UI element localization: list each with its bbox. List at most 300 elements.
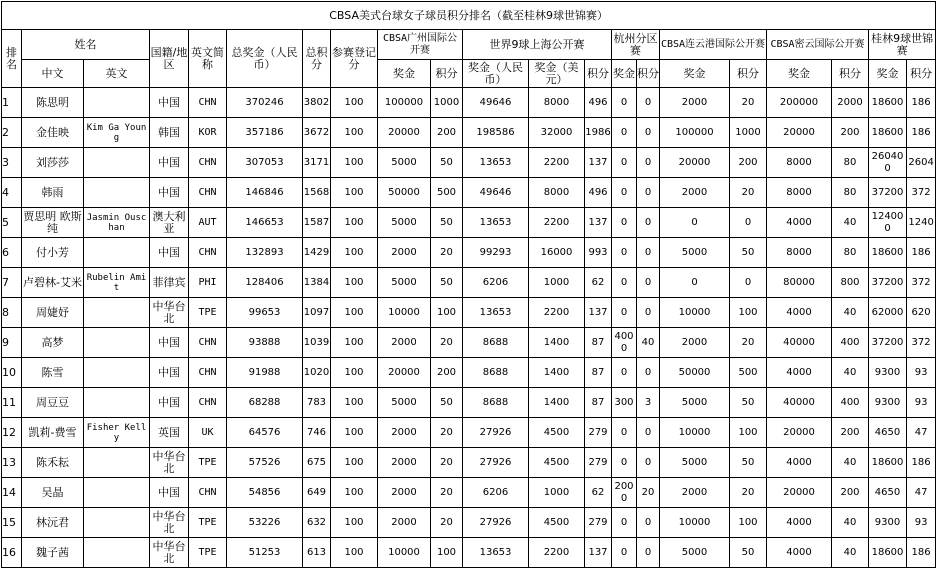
cell-nationality: 中国 [150, 358, 189, 388]
cell-gz-points: 200 [431, 358, 463, 388]
cell-my-prize: 4000 [767, 298, 832, 328]
cell-my-points: 400 [832, 388, 869, 418]
cell-nationality: 澳大利亚 [150, 208, 189, 238]
cell-code: TPE [189, 298, 227, 328]
cell-name-en [84, 238, 150, 268]
header-nationality: 国籍/地区 [150, 30, 189, 88]
cell-total-points: 3672 [303, 118, 331, 148]
cell-rank: 10 [2, 358, 22, 388]
header-sh-prize-usd: 奖金（美元） [529, 60, 585, 88]
cell-total-prize: 307053 [227, 148, 303, 178]
table-row [2, 328, 936, 358]
cell-hz-points: 0 [637, 418, 660, 448]
cell-sh-prize-usd: 1000 [529, 268, 585, 298]
cell-hz-points: 0 [637, 448, 660, 478]
cell-code: CHN [189, 358, 227, 388]
cell-name-cn: 周豆豆 [22, 388, 84, 418]
cell-gz-prize: 10000 [378, 298, 431, 328]
cell-gl-prize: 4650 [869, 478, 907, 508]
cell-lyg-points: 1000 [730, 118, 767, 148]
cell-name-cn: 魏子茜 [22, 538, 84, 568]
cell-name-en: Kim Ga Young [84, 118, 150, 148]
cell-gz-prize: 5000 [378, 388, 431, 418]
table-row [2, 268, 936, 298]
cell-entry-points: 100 [331, 268, 378, 298]
cell-gl-points: 186 [907, 238, 936, 268]
cell-hz-prize: 4000 [612, 328, 637, 358]
cell-lyg-points: 20 [730, 88, 767, 118]
cell-gl-points: 93 [907, 358, 936, 388]
cell-my-prize: 4000 [767, 358, 832, 388]
cell-gl-prize: 62000 [869, 298, 907, 328]
cell-gz-prize: 2000 [378, 238, 431, 268]
cell-hz-points: 0 [637, 148, 660, 178]
cell-sh-prize-rmb: 27926 [463, 508, 529, 538]
cell-sh-points: 137 [585, 538, 612, 568]
cell-sh-prize-rmb: 49646 [463, 88, 529, 118]
cell-my-prize: 8000 [767, 148, 832, 178]
cell-total-points: 1384 [303, 268, 331, 298]
cell-gl-prize: 4650 [869, 418, 907, 448]
cell-my-prize: 20000 [767, 478, 832, 508]
cell-my-prize: 4000 [767, 208, 832, 238]
cell-gl-prize: 260400 [869, 148, 907, 178]
cell-rank: 16 [2, 538, 22, 568]
cell-hz-points: 0 [637, 88, 660, 118]
header-total-points: 总积分 [303, 30, 331, 88]
cell-my-points: 40 [832, 208, 869, 238]
cell-total-points: 632 [303, 508, 331, 538]
cell-entry-points: 100 [331, 88, 378, 118]
cell-my-points: 40 [832, 298, 869, 328]
cell-lyg-prize: 0 [660, 208, 730, 238]
cell-hz-points: 0 [637, 238, 660, 268]
cell-lyg-prize: 0 [660, 268, 730, 298]
header-miyun: CBSA密云国际公开赛 [767, 30, 869, 60]
cell-gz-points: 20 [431, 328, 463, 358]
table-row [2, 298, 936, 328]
cell-code: TPE [189, 508, 227, 538]
cell-total-points: 1587 [303, 208, 331, 238]
header-name-en: 英文 [84, 60, 150, 88]
table-row [2, 388, 936, 418]
cell-lyg-prize: 5000 [660, 388, 730, 418]
cell-total-points: 1097 [303, 298, 331, 328]
header-gl-prize: 奖金 [869, 60, 907, 88]
cell-gl-prize: 9300 [869, 358, 907, 388]
cell-gl-prize: 18600 [869, 238, 907, 268]
cell-hz-prize: 0 [612, 118, 637, 148]
cell-total-prize: 99653 [227, 298, 303, 328]
cell-sh-points: 279 [585, 508, 612, 538]
cell-code: UK [189, 418, 227, 448]
cell-gl-prize: 9300 [869, 388, 907, 418]
cell-lyg-prize: 50000 [660, 358, 730, 388]
cell-my-points: 80 [832, 178, 869, 208]
cell-my-points: 200 [832, 118, 869, 148]
cell-rank: 13 [2, 448, 22, 478]
cell-gl-points: 186 [907, 538, 936, 568]
cell-total-points: 1568 [303, 178, 331, 208]
cell-total-prize: 68288 [227, 388, 303, 418]
cell-total-prize: 54856 [227, 478, 303, 508]
cell-entry-points: 100 [331, 448, 378, 478]
header-hz-points: 积分 [637, 60, 660, 88]
cell-sh-points: 279 [585, 418, 612, 448]
cell-sh-prize-usd: 32000 [529, 118, 585, 148]
cell-my-points: 400 [832, 328, 869, 358]
cell-lyg-points: 20 [730, 178, 767, 208]
cell-code: CHN [189, 178, 227, 208]
cell-gz-prize: 2000 [378, 508, 431, 538]
cell-total-prize: 53226 [227, 508, 303, 538]
header-total-prize: 总奖金（人民币） [227, 30, 303, 88]
cell-entry-points: 100 [331, 388, 378, 418]
cell-nationality: 韩国 [150, 118, 189, 148]
cell-sh-prize-usd: 4500 [529, 508, 585, 538]
cell-entry-points: 100 [331, 178, 378, 208]
cell-sh-prize-rmb: 13653 [463, 298, 529, 328]
cell-name-cn: 陈禾耘 [22, 448, 84, 478]
cell-nationality: 中国 [150, 388, 189, 418]
header-sh-prize-rmb: 奖金（人民币） [463, 60, 529, 88]
cell-total-points: 1020 [303, 358, 331, 388]
cell-lyg-prize: 10000 [660, 418, 730, 448]
table-row [2, 478, 936, 508]
cell-gl-prize: 9300 [869, 508, 907, 538]
cell-gz-prize: 5000 [378, 268, 431, 298]
cell-rank: 15 [2, 508, 22, 538]
cell-name-en [84, 148, 150, 178]
cell-lyg-points: 50 [730, 238, 767, 268]
cell-sh-prize-rmb: 6206 [463, 478, 529, 508]
table-row [2, 448, 936, 478]
cell-sh-points: 496 [585, 88, 612, 118]
cell-hz-points: 0 [637, 538, 660, 568]
cell-code: PHI [189, 268, 227, 298]
cell-my-points: 200 [832, 418, 869, 448]
cell-my-points: 40 [832, 448, 869, 478]
cell-lyg-points: 100 [730, 418, 767, 448]
cell-sh-prize-usd: 8000 [529, 178, 585, 208]
cell-gz-prize: 5000 [378, 208, 431, 238]
cell-my-points: 2000 [832, 88, 869, 118]
cell-gl-prize: 18600 [869, 118, 907, 148]
header-guangzhou: CBSA广州国际公开赛 [378, 30, 463, 60]
cell-total-prize: 91988 [227, 358, 303, 388]
cell-my-points: 200 [832, 478, 869, 508]
cell-sh-points: 62 [585, 268, 612, 298]
cell-sh-prize-usd: 2200 [529, 298, 585, 328]
cell-sh-points: 279 [585, 448, 612, 478]
cell-sh-prize-rmb: 13653 [463, 148, 529, 178]
cell-gl-points: 2604 [907, 148, 936, 178]
cell-my-prize: 4000 [767, 508, 832, 538]
cell-code: CHN [189, 328, 227, 358]
cell-lyg-points: 100 [730, 298, 767, 328]
cell-rank: 5 [2, 208, 22, 238]
cell-lyg-points: 50 [730, 388, 767, 418]
cell-gl-points: 186 [907, 88, 936, 118]
cell-total-prize: 57526 [227, 448, 303, 478]
cell-hz-prize: 300 [612, 388, 637, 418]
table-title: CBSA美式台球女子球员积分排名（截至桂林9球世锦赛） [2, 2, 936, 30]
cell-total-points: 783 [303, 388, 331, 418]
cell-gl-prize: 18600 [869, 448, 907, 478]
cell-gl-points: 47 [907, 478, 936, 508]
cell-my-points: 80 [832, 238, 869, 268]
cell-code: AUT [189, 208, 227, 238]
cell-sh-prize-rmb: 8688 [463, 388, 529, 418]
cell-gz-prize: 100000 [378, 88, 431, 118]
ranking-rows [2, 88, 936, 568]
cell-hz-points: 0 [637, 358, 660, 388]
cell-gz-prize: 2000 [378, 448, 431, 478]
cell-total-prize: 128406 [227, 268, 303, 298]
header-lyg-prize: 奖金 [660, 60, 730, 88]
table-row [2, 208, 936, 238]
cell-name-en [84, 328, 150, 358]
cell-name-cn: 刘莎莎 [22, 148, 84, 178]
cell-my-prize: 4000 [767, 448, 832, 478]
cell-sh-prize-rmb: 8688 [463, 328, 529, 358]
cell-lyg-prize: 2000 [660, 178, 730, 208]
cell-total-points: 3171 [303, 148, 331, 178]
cell-rank: 8 [2, 298, 22, 328]
cell-entry-points: 100 [331, 508, 378, 538]
cell-rank: 7 [2, 268, 22, 298]
cell-name-cn: 吴晶 [22, 478, 84, 508]
cell-gz-points: 20 [431, 478, 463, 508]
cell-total-prize: 132893 [227, 238, 303, 268]
cell-gz-points: 50 [431, 268, 463, 298]
cell-nationality: 中华台北 [150, 298, 189, 328]
cell-code: CHN [189, 148, 227, 178]
cell-rank: 3 [2, 148, 22, 178]
cell-gl-prize: 18600 [869, 538, 907, 568]
cell-sh-points: 1986 [585, 118, 612, 148]
cell-lyg-prize: 2000 [660, 328, 730, 358]
cell-hz-prize: 0 [612, 148, 637, 178]
cell-lyg-prize: 2000 [660, 88, 730, 118]
cell-my-points: 80 [832, 148, 869, 178]
cell-name-en [84, 538, 150, 568]
cell-entry-points: 100 [331, 358, 378, 388]
cell-sh-prize-rmb: 8688 [463, 358, 529, 388]
cell-name-cn: 周婕妤 [22, 298, 84, 328]
cell-sh-points: 87 [585, 388, 612, 418]
cell-nationality: 中国 [150, 178, 189, 208]
cell-sh-prize-usd: 1400 [529, 388, 585, 418]
cell-gl-points: 372 [907, 178, 936, 208]
cell-hz-prize: 2000 [612, 478, 637, 508]
cell-sh-prize-rmb: 6206 [463, 268, 529, 298]
table-row [2, 418, 936, 448]
cell-code: KOR [189, 118, 227, 148]
cell-name-en [84, 508, 150, 538]
cell-total-prize: 146846 [227, 178, 303, 208]
cell-name-cn: 陈雪 [22, 358, 84, 388]
cell-gl-points: 372 [907, 328, 936, 358]
cell-sh-prize-usd: 2200 [529, 148, 585, 178]
cell-gz-prize: 2000 [378, 478, 431, 508]
cell-gz-prize: 2000 [378, 328, 431, 358]
cell-hz-prize: 0 [612, 448, 637, 478]
cell-name-cn: 陈思明 [22, 88, 84, 118]
cell-nationality: 中国 [150, 88, 189, 118]
cell-hz-prize: 0 [612, 238, 637, 268]
cell-hz-prize: 0 [612, 208, 637, 238]
cell-nationality: 英国 [150, 418, 189, 448]
cell-hz-points: 3 [637, 388, 660, 418]
cell-nationality: 菲律宾 [150, 268, 189, 298]
cell-hz-points: 0 [637, 508, 660, 538]
header-sh-points: 积分 [585, 60, 612, 88]
cell-name-en [84, 478, 150, 508]
cell-lyg-points: 0 [730, 268, 767, 298]
cell-gl-points: 186 [907, 448, 936, 478]
cell-rank: 12 [2, 418, 22, 448]
cell-rank: 11 [2, 388, 22, 418]
cell-gl-points: 620 [907, 298, 936, 328]
cell-sh-points: 496 [585, 178, 612, 208]
cell-name-cn: 金佳映 [22, 118, 84, 148]
header-guilin: 桂林9球世锦赛 [869, 30, 936, 60]
cell-sh-prize-usd: 1400 [529, 328, 585, 358]
cell-sh-prize-usd: 1400 [529, 358, 585, 388]
cell-my-prize: 20000 [767, 418, 832, 448]
cell-sh-prize-usd: 2200 [529, 208, 585, 238]
cell-hz-prize: 0 [612, 418, 637, 448]
header-my-points: 积分 [832, 60, 869, 88]
cell-nationality: 中华台北 [150, 508, 189, 538]
cell-gl-points: 372 [907, 268, 936, 298]
cell-rank: 9 [2, 328, 22, 358]
table-row [2, 538, 936, 568]
cell-entry-points: 100 [331, 538, 378, 568]
cell-my-prize: 4000 [767, 538, 832, 568]
cell-code: CHN [189, 88, 227, 118]
cell-entry-points: 100 [331, 298, 378, 328]
cell-code: CHN [189, 388, 227, 418]
cell-gz-points: 50 [431, 208, 463, 238]
cell-name-cn: 卢碧林-艾米 [22, 268, 84, 298]
cell-sh-points: 137 [585, 148, 612, 178]
cell-my-points: 800 [832, 268, 869, 298]
cell-entry-points: 100 [331, 118, 378, 148]
table-row [2, 508, 936, 538]
cell-lyg-points: 0 [730, 208, 767, 238]
cell-sh-prize-rmb: 49646 [463, 178, 529, 208]
header-lyg-points: 积分 [730, 60, 767, 88]
cell-nationality: 中华台北 [150, 538, 189, 568]
cell-my-prize: 40000 [767, 388, 832, 418]
cell-entry-points: 100 [331, 208, 378, 238]
cell-total-points: 675 [303, 448, 331, 478]
cell-hz-prize: 0 [612, 358, 637, 388]
cell-total-prize: 146653 [227, 208, 303, 238]
cell-rank: 1 [2, 88, 22, 118]
cell-my-points: 40 [832, 508, 869, 538]
cell-my-prize: 80000 [767, 268, 832, 298]
cell-name-cn: 韩雨 [22, 178, 84, 208]
cell-gl-points: 93 [907, 508, 936, 538]
cell-lyg-prize: 5000 [660, 448, 730, 478]
cell-gz-points: 500 [431, 178, 463, 208]
cell-total-points: 1039 [303, 328, 331, 358]
cell-lyg-points: 200 [730, 148, 767, 178]
ranking-sheet [1, 1, 934, 570]
cell-my-points: 40 [832, 358, 869, 388]
cell-name-en [84, 358, 150, 388]
cell-sh-prize-usd: 4500 [529, 418, 585, 448]
cell-name-en: Rubelin Amit [84, 268, 150, 298]
cell-lyg-points: 20 [730, 328, 767, 358]
cell-gl-points: 47 [907, 418, 936, 448]
cell-nationality: 中国 [150, 238, 189, 268]
cell-lyg-prize: 20000 [660, 148, 730, 178]
cell-total-prize: 93888 [227, 328, 303, 358]
cell-sh-prize-usd: 8000 [529, 88, 585, 118]
cell-my-prize: 200000 [767, 88, 832, 118]
cell-name-en: Jasmin Ouschan [84, 208, 150, 238]
cell-sh-prize-rmb: 13653 [463, 208, 529, 238]
cell-gz-prize: 20000 [378, 118, 431, 148]
cell-sh-points: 87 [585, 358, 612, 388]
cell-sh-prize-rmb: 27926 [463, 448, 529, 478]
cell-gz-points: 200 [431, 118, 463, 148]
cell-gz-prize: 20000 [378, 358, 431, 388]
table-row [2, 148, 936, 178]
cell-code: TPE [189, 448, 227, 478]
cell-code: TPE [189, 538, 227, 568]
cell-gz-points: 100 [431, 298, 463, 328]
cell-sh-prize-usd: 4500 [529, 448, 585, 478]
header-lianyungang: CBSA连云港国际公开赛 [660, 30, 767, 60]
cell-hz-points: 0 [637, 208, 660, 238]
table-row [2, 118, 936, 148]
cell-nationality: 中国 [150, 148, 189, 178]
cell-gz-prize: 5000 [378, 148, 431, 178]
cell-gz-points: 20 [431, 508, 463, 538]
cell-nationality: 中国 [150, 328, 189, 358]
cell-hz-points: 0 [637, 178, 660, 208]
cell-sh-prize-usd: 1000 [529, 478, 585, 508]
cell-total-points: 746 [303, 418, 331, 448]
table-row [2, 88, 936, 118]
table-row [2, 178, 936, 208]
cell-lyg-points: 50 [730, 538, 767, 568]
cell-name-en [84, 448, 150, 478]
cell-gl-prize: 124000 [869, 208, 907, 238]
cell-my-points: 40 [832, 538, 869, 568]
cell-hz-points: 0 [637, 268, 660, 298]
cell-lyg-prize: 10000 [660, 298, 730, 328]
cell-rank: 6 [2, 238, 22, 268]
cell-total-prize: 370246 [227, 88, 303, 118]
cell-name-cn: 付小芳 [22, 238, 84, 268]
cell-hz-prize: 0 [612, 298, 637, 328]
cell-my-prize: 8000 [767, 178, 832, 208]
cell-my-prize: 8000 [767, 238, 832, 268]
cell-sh-points: 993 [585, 238, 612, 268]
cell-entry-points: 100 [331, 328, 378, 358]
header-name-cn: 中文 [22, 60, 84, 88]
cell-entry-points: 100 [331, 148, 378, 178]
cell-hz-points: 0 [637, 118, 660, 148]
cell-sh-points: 137 [585, 208, 612, 238]
cell-name-en [84, 88, 150, 118]
